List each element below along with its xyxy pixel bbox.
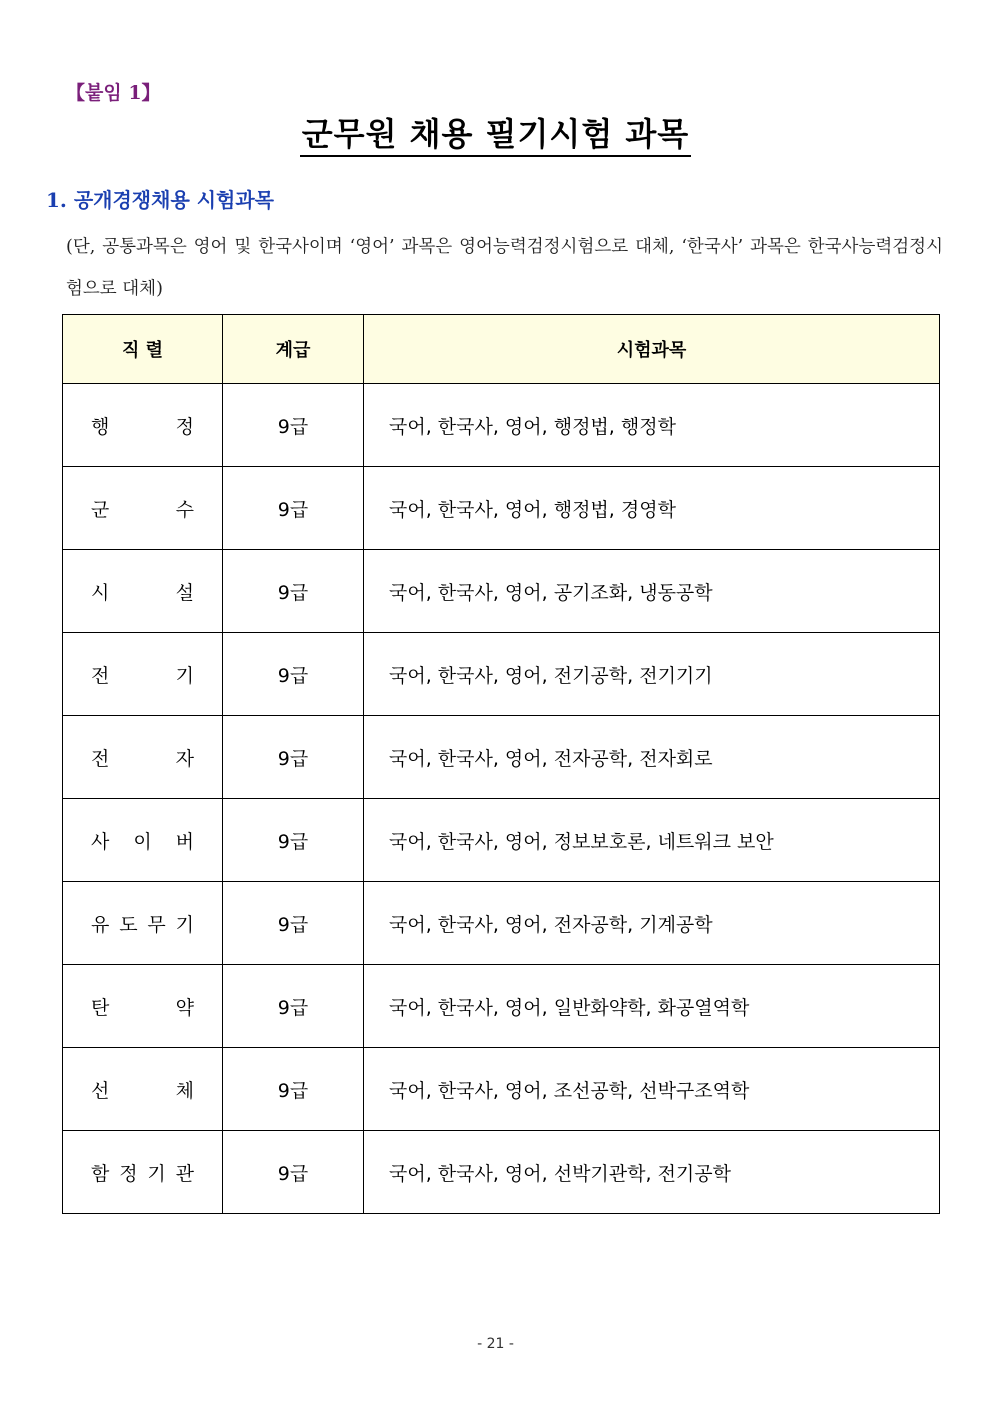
- job-series-char: 설: [175, 581, 194, 604]
- job-series-char: 이: [133, 830, 152, 853]
- job-series-cell: [63, 1048, 223, 1131]
- job-series-char: 버: [175, 830, 194, 853]
- grade-cell: 9급: [223, 1131, 364, 1214]
- column-header-subjects: 시험과목: [364, 315, 940, 384]
- subjects-cell: 국어, 한국사, 영어, 전자공학, 전자회로: [364, 716, 940, 799]
- subjects-cell: 국어, 한국사, 영어, 전기공학, 전기기기: [364, 633, 940, 716]
- job-series-name: [91, 993, 194, 1020]
- job-series-cell: [63, 1131, 223, 1214]
- job-series-char: 관: [175, 1162, 194, 1185]
- job-series-name: [91, 744, 194, 771]
- grade-cell: 9급: [223, 882, 364, 965]
- subjects-cell: 국어, 한국사, 영어, 선박기관학, 전기공학: [364, 1131, 940, 1214]
- column-header-grade: 계급: [223, 315, 364, 384]
- section-note: (단, 공통과목은 영어 및 한국사이며 ‘영어’ 과목은 영어능력검정시험으로 대체, ‘한국사’ 과목은 한국사능력검정시험으로 대체): [66, 237, 943, 299]
- job-series-char: 수: [175, 498, 194, 521]
- job-series-cell: [63, 716, 223, 799]
- job-series-char: 무: [147, 913, 166, 936]
- job-series-char: 정: [175, 415, 194, 438]
- job-series-cell: [63, 550, 223, 633]
- table-row: [63, 550, 940, 633]
- table-row: [63, 467, 940, 550]
- table-row: [63, 1048, 940, 1131]
- table-row: [63, 882, 940, 965]
- job-series-char: 사: [91, 830, 110, 853]
- subjects-cell: 국어, 한국사, 영어, 행정법, 경영학: [364, 467, 940, 550]
- job-series-name: [91, 495, 194, 522]
- subjects-cell: 국어, 한국사, 영어, 정보보호론, 네트워크 보안: [364, 799, 940, 882]
- table-row: [63, 965, 940, 1048]
- table-row: [63, 633, 940, 716]
- grade-cell: 9급: [223, 965, 364, 1048]
- subjects-cell: 국어, 한국사, 영어, 전자공학, 기계공학: [364, 882, 940, 965]
- job-series-name: [91, 910, 194, 937]
- table-header-row: [63, 315, 940, 384]
- subjects-cell: 국어, 한국사, 영어, 조선공학, 선박구조역학: [364, 1048, 940, 1131]
- section-heading: 1. 공개경쟁채용 시험과목: [46, 188, 275, 212]
- exam-subjects-table: [62, 314, 940, 1214]
- job-series-char: 기: [147, 1162, 166, 1185]
- job-series-char: 도: [119, 913, 138, 936]
- job-series-char: 기: [175, 664, 194, 687]
- table-row: [63, 716, 940, 799]
- table-row: [63, 384, 940, 467]
- page-title-wrap: [0, 114, 991, 157]
- grade-cell: 9급: [223, 467, 364, 550]
- job-series-cell: [63, 384, 223, 467]
- job-series-name: [91, 412, 194, 439]
- page-title: 군무원 채용 필기시험 과목: [300, 114, 691, 157]
- job-series-char: 유: [91, 913, 110, 936]
- grade-cell: 9급: [223, 550, 364, 633]
- job-series-char: 탄: [91, 996, 110, 1019]
- grade-cell: 9급: [223, 799, 364, 882]
- table-row: [63, 799, 940, 882]
- job-series-char: 선: [91, 1079, 110, 1102]
- job-series-char: 전: [91, 664, 110, 687]
- subjects-cell: 국어, 한국사, 영어, 공기조화, 냉동공학: [364, 550, 940, 633]
- job-series-name: [91, 661, 194, 688]
- job-series-name: [91, 1159, 194, 1186]
- grade-cell: 9급: [223, 1048, 364, 1131]
- job-series-cell: [63, 467, 223, 550]
- job-series-name: [91, 1076, 194, 1103]
- job-series-cell: [63, 882, 223, 965]
- attachment-label: 【붙임 1】: [66, 82, 161, 104]
- job-series-char: 함: [91, 1162, 110, 1185]
- job-series-char: 기: [175, 913, 194, 936]
- page-number: - 21 -: [477, 1336, 514, 1352]
- job-series-char: 시: [91, 581, 110, 604]
- job-series-name: [91, 578, 194, 605]
- job-series-name: [91, 827, 194, 854]
- subjects-cell: 국어, 한국사, 영어, 행정법, 행정학: [364, 384, 940, 467]
- column-header-job: 직 렬: [63, 315, 223, 384]
- job-series-cell: [63, 633, 223, 716]
- job-series-char: 정: [119, 1162, 138, 1185]
- job-series-char: 약: [175, 996, 194, 1019]
- table-body: [63, 384, 940, 1214]
- grade-cell: 9급: [223, 633, 364, 716]
- job-series-cell: [63, 965, 223, 1048]
- grade-cell: 9급: [223, 716, 364, 799]
- grade-cell: 9급: [223, 384, 364, 467]
- job-series-char: 체: [175, 1079, 194, 1102]
- job-series-char: 행: [91, 415, 110, 438]
- job-series-char: 군: [91, 498, 110, 521]
- job-series-char: 자: [175, 747, 194, 770]
- job-series-cell: [63, 799, 223, 882]
- subjects-cell: 국어, 한국사, 영어, 일반화약학, 화공열역학: [364, 965, 940, 1048]
- table-row: [63, 1131, 940, 1214]
- job-series-char: 전: [91, 747, 110, 770]
